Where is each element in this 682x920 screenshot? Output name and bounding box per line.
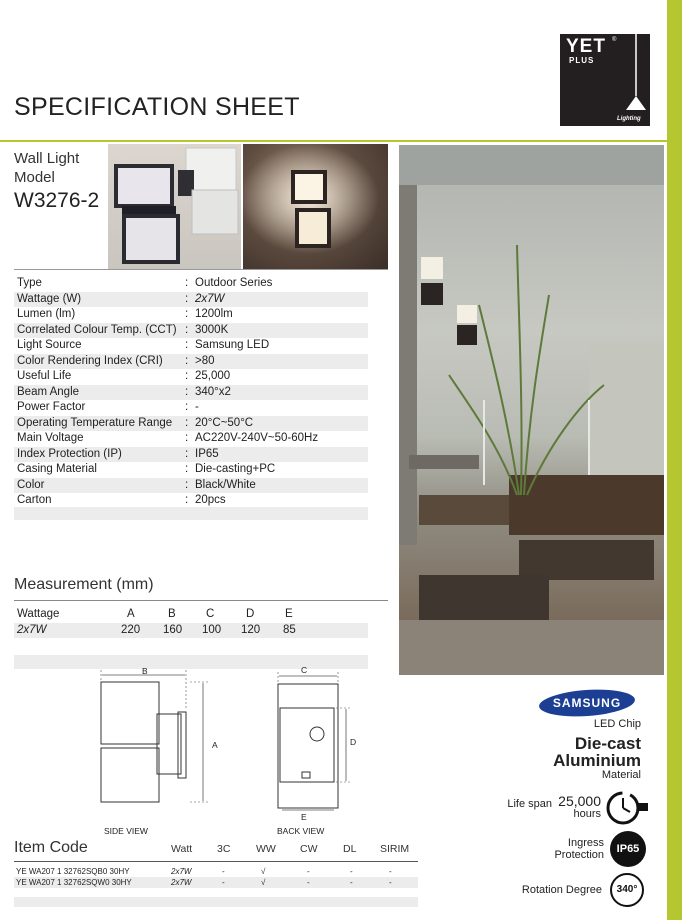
spec-key: Type (17, 277, 42, 289)
spec-value: 20°C~50°C (195, 416, 254, 429)
dim-c-label: C (301, 665, 308, 675)
item-cw: - (307, 867, 310, 876)
spec-value: Black/White (195, 478, 256, 491)
svg-text:SAMSUNG: SAMSUNG (552, 696, 622, 710)
product-lit-image (243, 144, 388, 269)
measurement-a: 220 (121, 624, 141, 636)
dim-a-label: A (212, 740, 218, 750)
spec-row (14, 447, 368, 463)
item-header-ww: WW (256, 843, 276, 855)
stopwatch-icon (605, 788, 653, 828)
product-photo-studio (108, 144, 241, 269)
spec-key: Color (17, 478, 45, 491)
measurement-rule (14, 600, 388, 601)
spec-key: Wattage (W) (17, 292, 82, 305)
item-ww: √ (261, 878, 266, 887)
spec-key: Useful Life (17, 370, 72, 382)
spec-key: Power Factor (17, 401, 86, 413)
page-title: SPECIFICATION SHEET (14, 93, 300, 121)
accent-bar (667, 0, 682, 920)
item-code-title: Item Code (14, 839, 88, 856)
spec-row (14, 431, 368, 447)
spec-end-band (14, 507, 368, 520)
spec-value: Samsung LED (195, 339, 270, 351)
diecast-title: Die-cast (574, 734, 641, 753)
brand-logo (560, 34, 650, 126)
item-watt: 2x7W (171, 867, 192, 876)
spec-row (14, 307, 368, 323)
item-header-cw: CW (300, 843, 318, 855)
logo-tagline: Lighting (617, 116, 641, 122)
spec-separator: : (185, 292, 189, 305)
measurement-value-row (14, 623, 368, 638)
spec-separator: : (185, 339, 189, 351)
product-type: Wall Light (14, 150, 80, 167)
ingress-label: Ingress (567, 837, 604, 849)
spec-key: Correlated Colour Temp. (CCT) (17, 323, 177, 336)
aluminium-title: Aluminium (553, 751, 641, 770)
spec-separator: : (185, 308, 189, 320)
item-header-sirim: SIRIM (380, 843, 410, 855)
model-code: W3276-2 (14, 189, 100, 212)
spec-value: 1200lm (195, 308, 233, 320)
spec-row (14, 416, 368, 432)
item-3c: - (222, 867, 225, 876)
life-span-unit: hours (573, 808, 601, 820)
item-header-3c: 3C (217, 843, 231, 855)
lamp-icon (560, 34, 650, 126)
dim-e-label: E (301, 812, 307, 822)
header-divider (0, 140, 667, 142)
logo-main-text: YET (566, 36, 606, 57)
item-header-watt: Watt (171, 843, 193, 855)
spec-separator: : (185, 370, 189, 382)
product-photo-lit (243, 144, 388, 269)
spec-separator: : (185, 416, 189, 429)
spec-top-rule (14, 269, 388, 270)
item-cw: - (307, 878, 310, 887)
spec-value: AC220V-240V~50-60Hz (195, 432, 319, 444)
led-chip-label: LED Chip (593, 718, 641, 730)
spec-separator: : (185, 277, 189, 289)
measurement-header-d: D (246, 608, 255, 620)
measurement-wattage: 2x7W (17, 624, 47, 636)
spec-key: Casing Material (17, 463, 97, 475)
rotation-badge: 340° (610, 873, 644, 907)
spec-row (14, 478, 368, 494)
measurement-header-a: A (127, 608, 135, 620)
spec-row (14, 292, 368, 308)
spec-separator: : (185, 354, 189, 367)
interior-scene-image (399, 145, 664, 675)
measurement-title: Measurement (mm) (14, 576, 154, 593)
dim-b-label: B (142, 666, 148, 676)
protection-label: Protection (554, 849, 604, 861)
spec-key: Index Protection (IP) (17, 447, 122, 460)
item-sirim: - (389, 878, 392, 887)
spec-separator: : (185, 447, 189, 460)
spec-value: Die-casting+PC (195, 463, 276, 475)
spec-separator: : (185, 385, 189, 398)
spec-row (14, 323, 368, 339)
ip65-badge: IP65 (610, 831, 646, 867)
side-view-drawing (90, 668, 240, 808)
model-label: Model (14, 169, 55, 186)
spec-key: Color Rendering Index (CRI) (17, 354, 163, 367)
spec-key: Carton (17, 494, 52, 506)
measurement-header-row (14, 607, 368, 622)
measurement-header-e: E (285, 608, 293, 620)
spec-key: Beam Angle (17, 385, 80, 398)
measurement-header-wattage: Wattage (17, 608, 60, 620)
spec-separator: : (185, 432, 189, 444)
application-photo (399, 145, 664, 675)
item-row (14, 866, 418, 877)
material-label: Material (601, 769, 641, 781)
logo-sub-text: PLUS (569, 56, 595, 65)
item-sirim: - (389, 867, 392, 876)
item-watt: 2x7W (171, 878, 192, 887)
back-view-label: BACK VIEW (277, 826, 325, 836)
spec-separator: : (185, 463, 189, 475)
measurement-header-c: C (206, 608, 215, 620)
spec-key: Light Source (17, 339, 82, 351)
spec-value: 20pcs (195, 494, 226, 506)
item-row (14, 877, 418, 888)
spec-value: 2x7W (195, 292, 225, 305)
spec-value: 3000K (195, 323, 229, 336)
spec-separator: : (185, 401, 189, 413)
spec-value: IP65 (195, 447, 219, 460)
samsung-logo (538, 688, 636, 718)
spec-value: - (195, 401, 199, 413)
measurement-header-b: B (168, 608, 176, 620)
item-header-dl: DL (343, 843, 357, 855)
spec-row (14, 462, 368, 478)
item-3c: - (222, 878, 225, 887)
item-end-band (14, 897, 418, 907)
spec-row (14, 385, 368, 401)
spec-separator: : (185, 478, 189, 491)
item-code: YE WA207 1 32762SQB0 30HY (16, 867, 130, 876)
spec-separator: : (185, 323, 189, 336)
spec-row (14, 276, 368, 292)
spec-row (14, 338, 368, 354)
item-dl: - (350, 878, 353, 887)
measurement-b: 160 (163, 624, 183, 636)
spec-value: >80 (195, 354, 215, 367)
spec-value: 340°x2 (195, 385, 231, 398)
spec-key: Lumen (lm) (17, 308, 76, 320)
spec-key: Operating Temperature Range (17, 416, 173, 429)
drawing-top-band (14, 655, 368, 669)
spec-value: Outdoor Series (195, 277, 273, 289)
spec-key: Main Voltage (17, 432, 84, 444)
life-span-label: Life span (507, 798, 552, 810)
rotation-label: Rotation Degree (521, 884, 602, 896)
spec-row (14, 400, 368, 416)
item-code: YE WA207 1 32762SQW0 30HY (16, 878, 132, 887)
item-ww: √ (261, 867, 266, 876)
life-span-value: 25,000 (558, 793, 601, 809)
spec-value: 25,000 (195, 370, 231, 382)
logo-registered-mark: ® (612, 37, 617, 43)
spec-row (14, 369, 368, 385)
product-render-image (108, 144, 241, 269)
measurement-c: 100 (202, 624, 222, 636)
item-code-rule (14, 861, 418, 862)
spec-row (14, 354, 368, 370)
dim-d-label: D (350, 737, 357, 747)
side-view-label: SIDE VIEW (104, 826, 148, 836)
item-dl: - (350, 867, 353, 876)
measurement-e: 85 (283, 624, 296, 636)
measurement-d: 120 (241, 624, 261, 636)
spec-separator: : (185, 494, 189, 506)
